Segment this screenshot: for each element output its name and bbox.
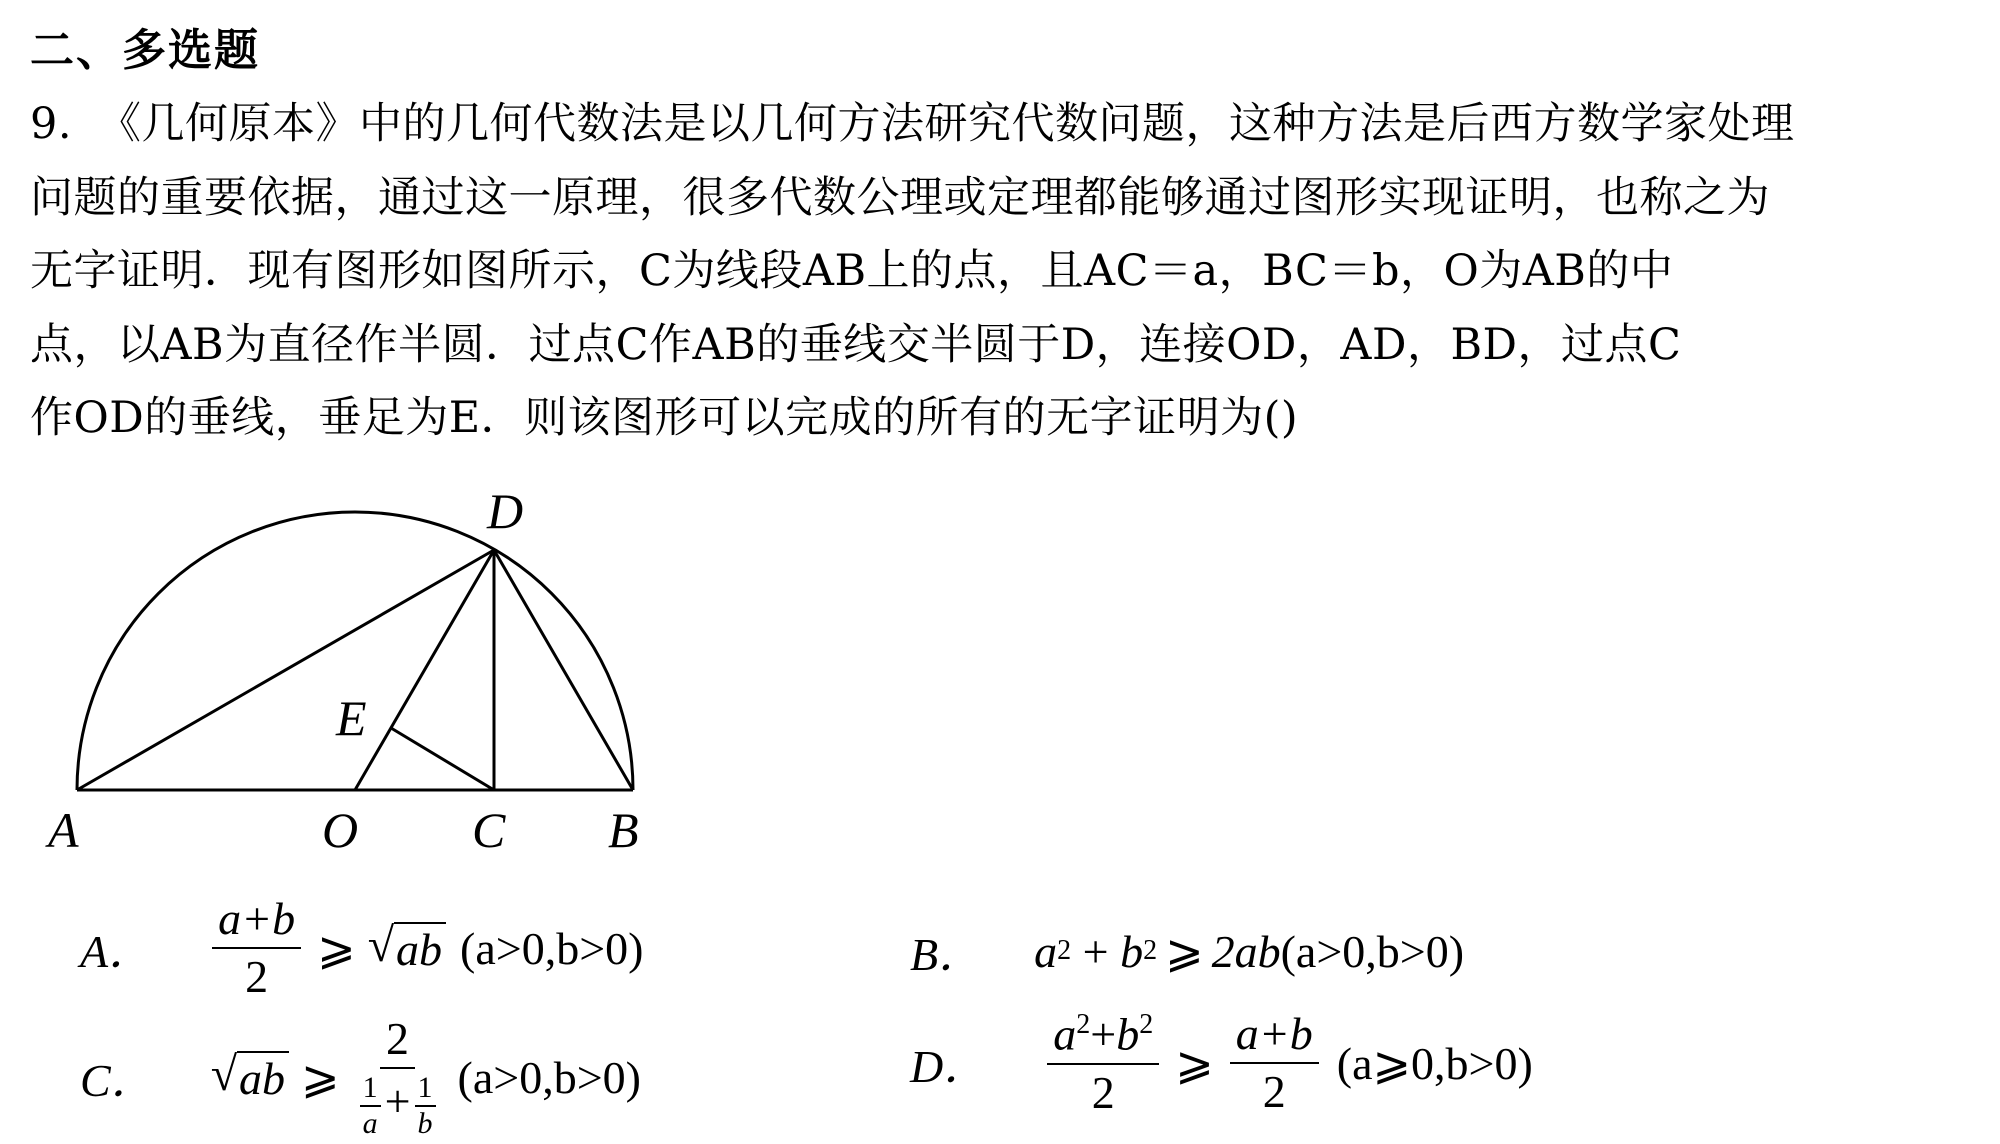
- question-line-5: 作OD的垂线，垂足为E．则该图形可以完成的所有的无字证明为(): [30, 393, 1299, 443]
- option-d-ge: ⩾: [1175, 1038, 1214, 1090]
- label-C: C: [472, 802, 506, 858]
- option-d-f1-exp-2: 2: [1139, 1009, 1154, 1040]
- option-a-ge: ⩾: [317, 923, 356, 975]
- option-c-frac-num: 2: [380, 1015, 415, 1069]
- option-c-reciprocal-b: [415, 1073, 436, 1139]
- option-d-frac1-den: 2: [1091, 1066, 1115, 1118]
- option-c-rec-a-num: 1: [360, 1073, 381, 1107]
- segment-OD: [355, 550, 494, 790]
- option-b-ge: ⩾: [1165, 926, 1204, 977]
- option-b-letter: B．: [910, 929, 985, 980]
- option-d-f1-b: b: [1116, 1008, 1140, 1060]
- option-d[interactable]: [910, 1010, 1533, 1117]
- option-c[interactable]: [80, 1015, 641, 1139]
- option-d-frac2-den: 2: [1262, 1066, 1286, 1118]
- label-B: B: [608, 802, 639, 858]
- question-line-2: 问题的重要依据，通过这一原理，很多代数公理或定理都能够通过图形实现证明，也称之为: [30, 172, 1770, 223]
- option-d-condition: (a⩾0,b>0): [1336, 1038, 1533, 1090]
- option-a-condition: (a>0,b>0): [460, 922, 644, 974]
- option-b[interactable]: [910, 918, 1464, 984]
- option-b-exp-2: 2: [1143, 935, 1158, 966]
- option-a-sqrt-content: ab: [394, 922, 446, 974]
- option-c-sqrt-content: ab: [237, 1051, 289, 1103]
- option-b-exp-1: 2: [1057, 935, 1072, 966]
- option-c-den-plus: +: [384, 1075, 411, 1127]
- option-d-f1-plus: +: [1090, 1008, 1117, 1060]
- geometry-figure: [40, 470, 680, 870]
- option-d-frac1-num: [1047, 1010, 1159, 1065]
- label-A: A: [48, 802, 79, 858]
- question-text-1: 《几何原本》中的几何代数法是以几何方法研究代数问题，这种方法是后西方数学家处理: [98, 99, 1795, 149]
- option-b-plus: +: [1071, 925, 1121, 977]
- label-E: E: [336, 690, 367, 746]
- section-title: 二、多选题: [30, 25, 260, 76]
- semicircle-arc: [77, 512, 633, 790]
- option-c-rec-b-num: 1: [415, 1073, 436, 1107]
- option-c-condition: (a>0,b>0): [457, 1051, 641, 1103]
- option-d-fraction-2: [1230, 1010, 1319, 1117]
- option-d-letter: D．: [910, 1041, 990, 1093]
- option-d-f1-exp-1: 2: [1076, 1009, 1091, 1040]
- question-number: 9.: [30, 99, 73, 149]
- label-O: O: [322, 802, 359, 858]
- question-line-1: [30, 88, 1990, 162]
- question-line-4: 点，以AB为直径作半圆．过点C作AB的垂线交半圆于D，连接OD，AD，BD，过点C: [30, 319, 1682, 370]
- option-c-ge: ⩾: [301, 1052, 340, 1104]
- option-d-frac2-num: a+b: [1230, 1010, 1319, 1064]
- option-c-reciprocal-a: [360, 1073, 381, 1139]
- option-d-fraction-1: [1047, 1010, 1159, 1117]
- segment-BD: [494, 550, 633, 790]
- label-D: D: [487, 483, 524, 539]
- radical-icon: √: [210, 1048, 238, 1101]
- option-b-term-a: a: [1034, 925, 1058, 977]
- option-a-fraction: [212, 895, 301, 1002]
- option-a-letter: A．: [80, 926, 155, 978]
- option-b-condition: (a>0,b>0): [1280, 925, 1465, 977]
- segment-CE: [391, 728, 494, 790]
- question-line-3: 无字证明．现有图形如图所示，C为线段AB上的点，且AC＝a，BC＝b，O为AB的中: [30, 246, 1674, 296]
- option-c-frac-den: [356, 1069, 440, 1139]
- option-d-f1-a: a: [1053, 1008, 1077, 1060]
- option-c-sqrt: [210, 1048, 289, 1104]
- option-c-rec-a-den: a: [362, 1107, 378, 1141]
- option-a-frac-den: 2: [245, 951, 269, 1003]
- option-a-sqrt: [367, 919, 446, 976]
- option-c-rec-b-den: b: [417, 1107, 433, 1141]
- option-b-rhs: 2ab: [1211, 925, 1281, 977]
- option-a[interactable]: [80, 895, 644, 1002]
- option-b-term-b: b: [1120, 925, 1144, 977]
- option-c-fraction: [356, 1015, 440, 1139]
- question-stem: [30, 88, 1990, 456]
- radical-icon: √: [367, 919, 395, 973]
- option-c-letter: C．: [80, 1055, 157, 1107]
- option-a-frac-num: a+b: [212, 895, 301, 949]
